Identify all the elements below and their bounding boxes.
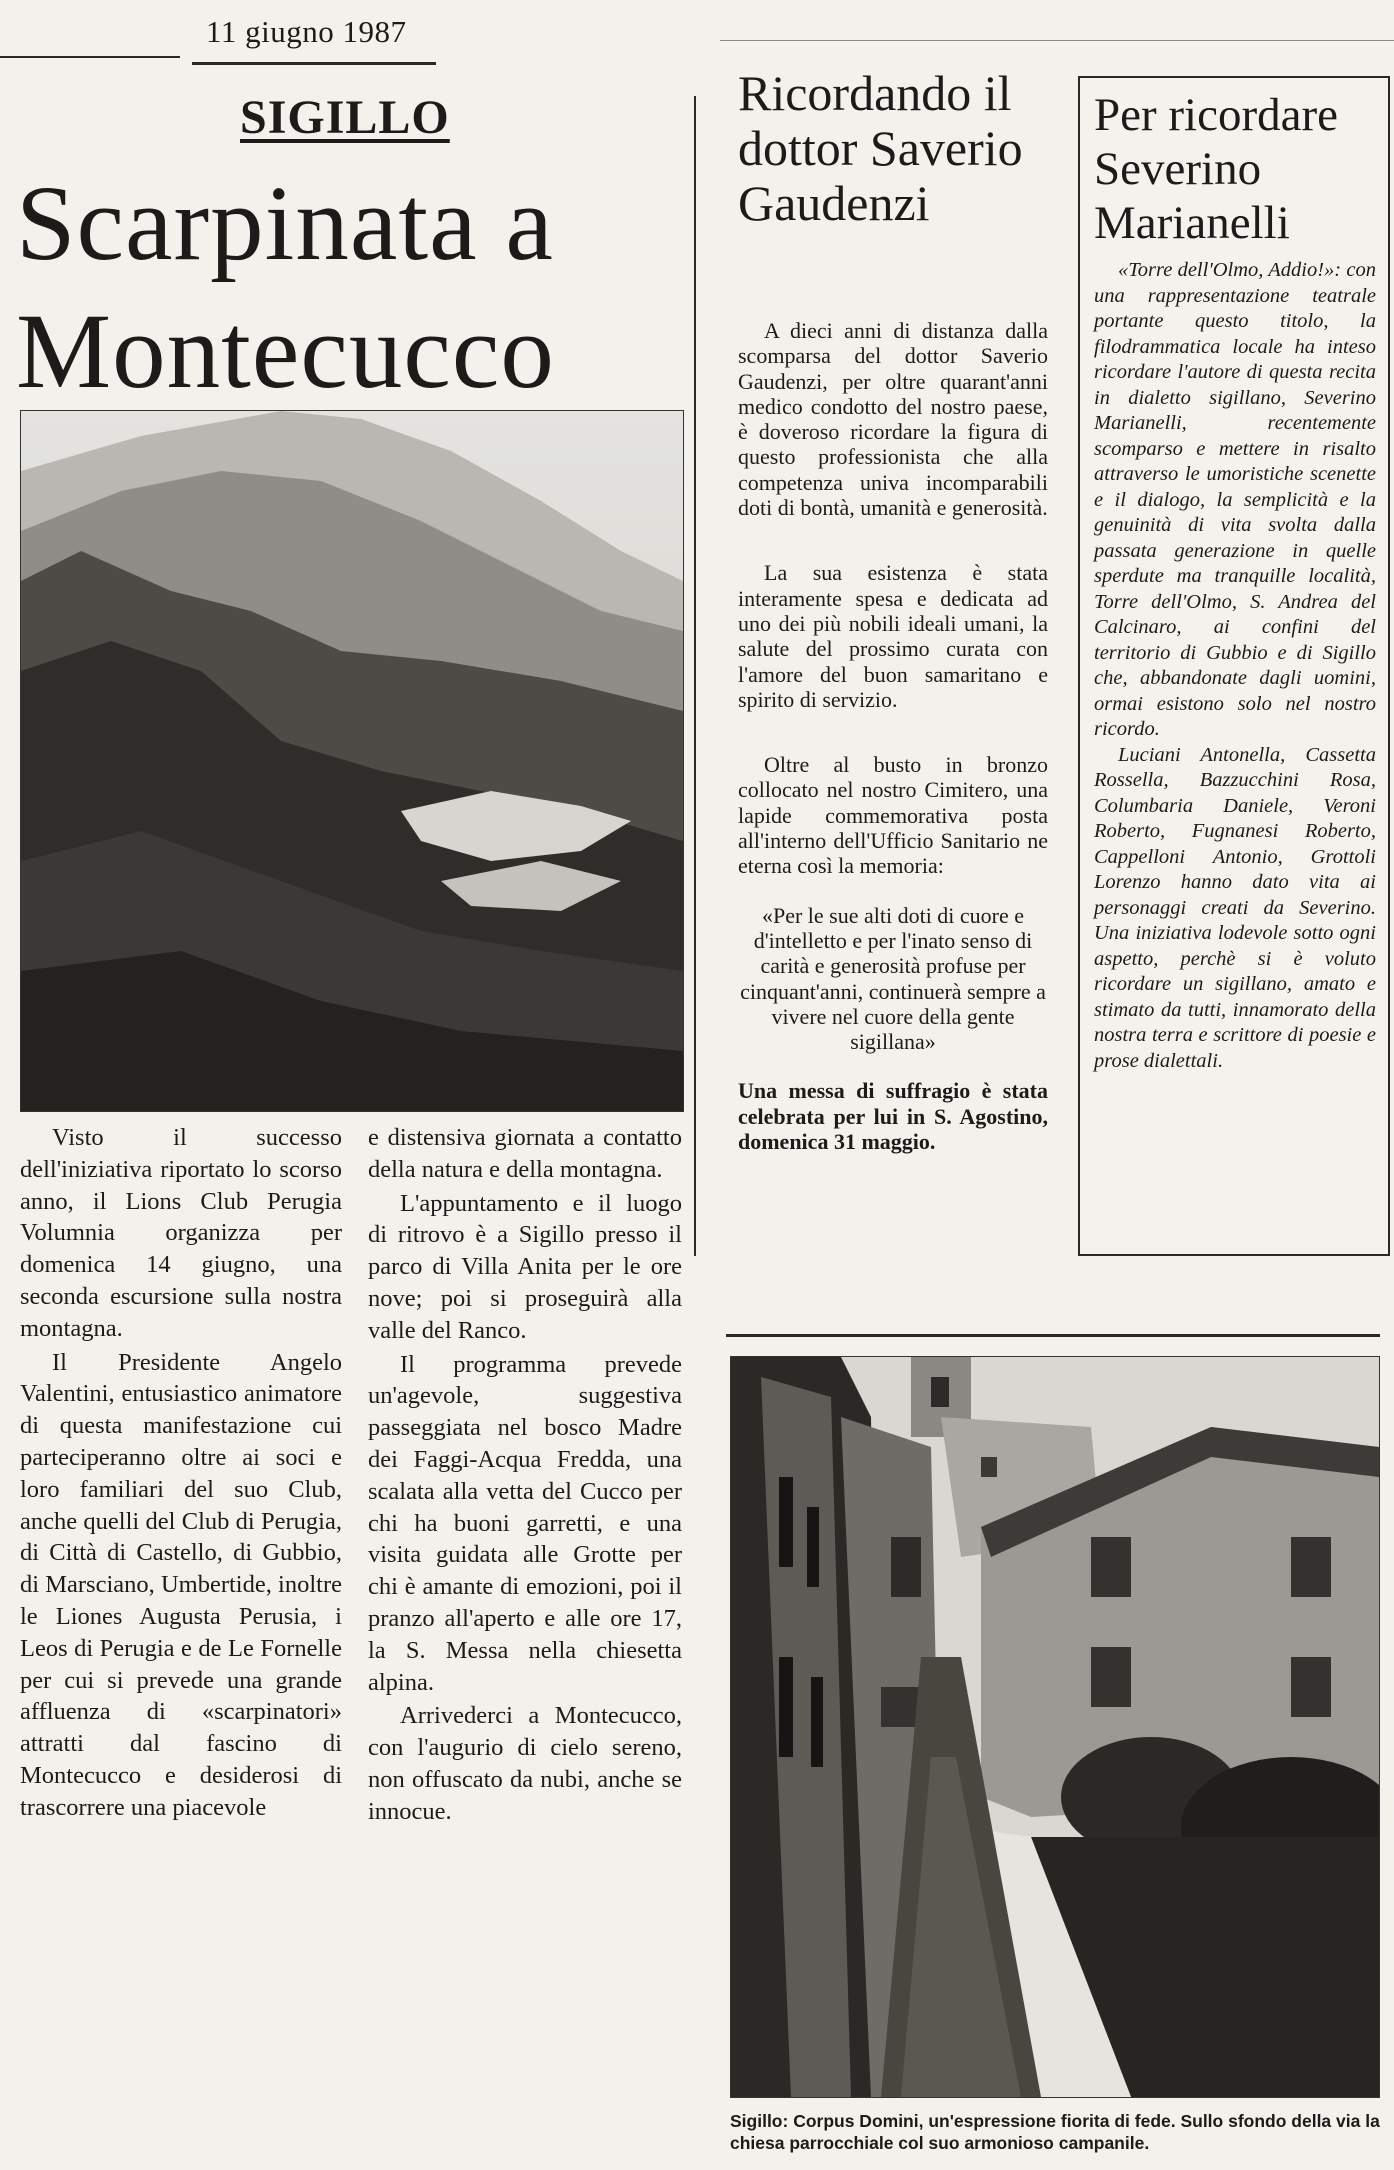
- middle-article-body: [738, 318, 1048, 1154]
- article-paragraph: Il programma prevede un'agevole, suggestiva passeggiata nel bosco Madre dei Faggi-Acqua Fredda, una scalata alla vetta del Cucco per chi ha buoni garretti, e una visita guidata alle Grotte per chi è amante di emozioni, poi il pranzo all'aperto e alle ore 17, la S. Messa nella chiesetta alpina.: [368, 1350, 682, 1696]
- street-photo: [730, 1356, 1380, 2098]
- closing-paragraph: Una messa di suffragio è stata celebrata per lui in S. Agostino, domenica 31 maggio.: [738, 1078, 1048, 1155]
- left-article-column-2: [368, 1122, 682, 1828]
- article-paragraph: Il Presidente Angelo Valentini, entusiastico animatore di questa manifestazione cui parteciperanno oltre ai soci e loro familiari del suo Club, anche quelli del Club di Perugia, di Città di Castello, di Gubbio, di Marsciano, Umbertide, inoltre le Liones Augusta Perusia, i Leos di Perugia e de Le Fornelle per cui si prevede una grande affluenza di «scarpinatori» attratti dal fascino di Montecucco e desiderosi di trascorrere una piacevole: [20, 1348, 342, 1821]
- issue-date: 11 giugno 1987: [206, 14, 407, 49]
- section-kicker: SIGILLO: [240, 91, 450, 144]
- article-paragraph: Arrivederci a Montecucco, con l'augurio di cielo sereno, non offuscato da nubi, anche se innocue.: [368, 1702, 682, 1825]
- boxed-article-title: Per ricordare Severino Marianelli: [1094, 89, 1338, 249]
- article-paragraph: e distensiva giornata a contatto della natura e della montagna.: [368, 1124, 682, 1183]
- boxed-article-body: [1094, 258, 1376, 1074]
- photo-top-rule: [726, 1334, 1380, 1337]
- commemorative-quote: «Per le sue alti doti di cuore e d'intelletto e per l'inato senso di carità e generosità profuse per cinquant'anni, continuerà sempre a vivere nel cuore della gente sigillana»: [740, 902, 1046, 1055]
- mountain-photo: [20, 410, 684, 1112]
- article-paragraph: Luciani Antonella, Cassetta Rossella, Bazzucchini Rosa, Columbaria Daniele, Veroni Roberto, Fugnanesi Roberto, Cappelloni Antonio, Grottoli Lorenzo hanno dato vita ai personaggi creati da Severino. Una iniziativa lodevole sotto ogni aspetto, perchè si è voluto ricordare un sigillano, amato e stimato da tutti, innamorato della nostra terra e scrittore di poesie e prose dialettali.: [1094, 743, 1376, 1072]
- header-rule-left: [0, 56, 180, 58]
- article-paragraph: L'appuntamento e il luogo di ritrovo è a Sigillo presso il parco di Villa Anita per le ore nove; poi si proseguirà alla valle del Ranco.: [368, 1189, 682, 1344]
- mountain-landscape-image: [21, 411, 683, 1111]
- left-article-column-1: [20, 1122, 342, 1824]
- article-headline: Scarpinata a Montecucco: [16, 165, 555, 411]
- column-divider: [694, 96, 696, 1256]
- article-paragraph: A dieci anni di distanza dalla scomparsa del dottor Saverio Gaudenzi, per oltre quarant'anni medico condotto del nostro paese, è doveroso ricordare la figura di questo professionista che alla competenza univa incomparabili doti di bontà, umanità e generosità.: [738, 318, 1048, 521]
- middle-article-title: Ricordando il dottor Saverio Gaudenzi: [738, 65, 1023, 231]
- header-rule-right: [720, 40, 1394, 41]
- photo-caption: Sigillo: Corpus Domini, un'espressione fiorita di fede. Sullo sfondo della via la chiesa parrocchiale col suo armonioso campanile.: [730, 2111, 1380, 2153]
- boxed-article: [1078, 76, 1390, 1256]
- article-paragraph: La sua esistenza è stata interamente spesa e dedicata ad uno dei più nobili ideali umani, la salute del prossimo curata con l'amore del buon samaritano e spirito di servizio.: [738, 560, 1048, 712]
- article-paragraph: «Torre dell'Olmo, Addio!»: con una rappresentazione teatrale portante questo titolo, la filodrammatica locale ha inteso ricordare l'autore di questa recita in dialetto sigillano, Severino Marianelli, recentemente scomparso e mettere in risalto attraverso le umoristiche scenette e il dialogo, la semplicità e la genuinità di vita svolta dalla passata generazione in quelle sperdute ma tranquille località, Torre dell'Olmo, S. Andrea del Calcinaro, ai confini del territorio di Gubbio e di Sigillo che, abbandonate dagli uomini, ormai esistono solo nel nostro ricordo.: [1094, 259, 1376, 740]
- article-paragraph: Visto il successo dell'iniziativa riportato lo scorso anno, il Lions Club Perugia Volumnia organizza per domenica 14 giugno, una seconda escursione sulla nostra montagna.: [20, 1124, 342, 1342]
- village-street-image: [731, 1357, 1379, 2097]
- header-rule-date-underline: [192, 62, 436, 65]
- article-paragraph: Oltre al busto in bronzo collocato nel nostro Cimitero, una lapide commemorativa posta all'interno dell'Ufficio Sanitario ne eterna così la memoria:: [738, 752, 1048, 879]
